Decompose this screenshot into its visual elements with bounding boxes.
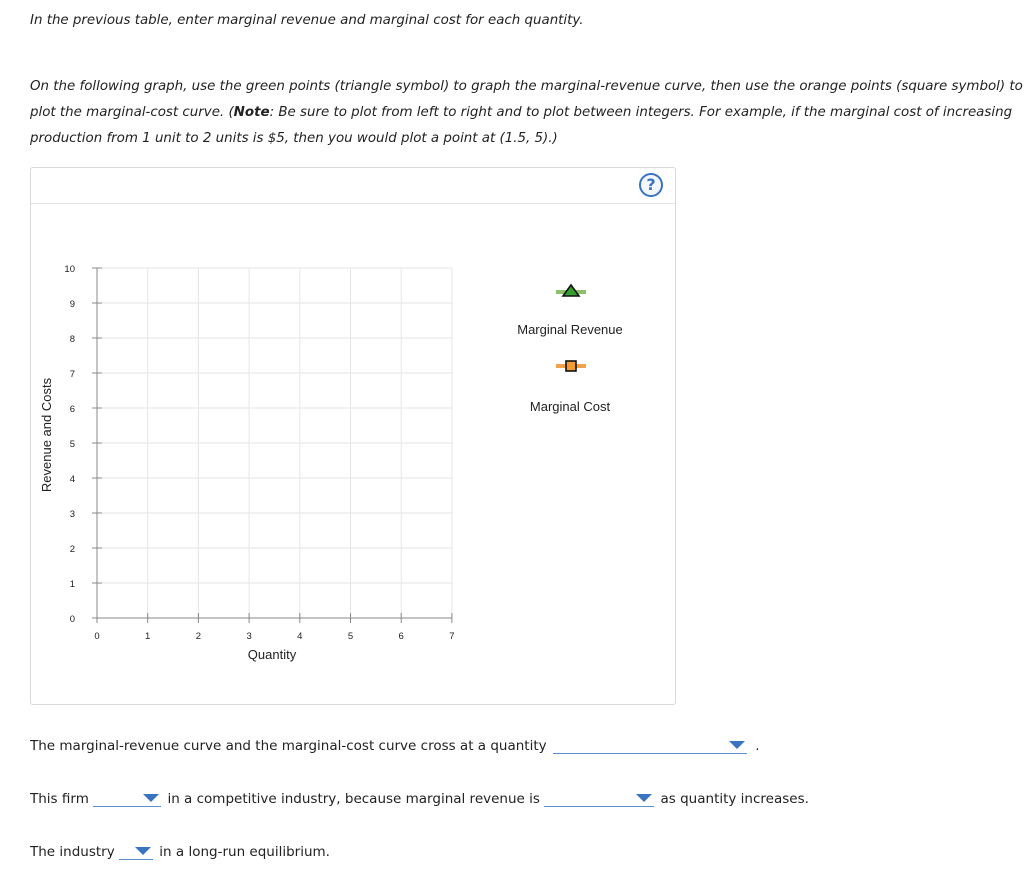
y-tick-label: 3: [69, 509, 75, 520]
square-icon[interactable]: [566, 361, 576, 371]
x-tick-label: 7: [449, 631, 455, 642]
question-industry: [30, 842, 330, 860]
legend-marginal-revenue[interactable]: [517, 285, 623, 337]
q2-pre: This firm: [30, 791, 89, 807]
help-icon[interactable]: ?: [639, 173, 663, 197]
axes: [92, 268, 452, 623]
x-tick-label: 5: [347, 631, 354, 642]
graph-plot[interactable]: [31, 168, 675, 704]
x-axis-label: Quantity: [247, 647, 297, 662]
y-tick-label: 4: [69, 474, 75, 485]
instruction-line-4: production from 1 unit to 2 units is $5, then you would plot a point at (1.5, 5).): [30, 131, 558, 146]
q1-text: The marginal-revenue curve and the marginal-cost curve cross at a quantity: [30, 738, 547, 754]
q2-post: as quantity increases.: [660, 791, 809, 807]
q3-pre: The industry: [30, 844, 115, 860]
chevron-down-icon: [143, 794, 159, 802]
instruction-line-1: In the previous table, enter marginal revenue and marginal cost for each quantity.: [30, 13, 584, 28]
x-tick-label: 0: [94, 631, 100, 642]
q1-period: .: [755, 738, 760, 754]
y-tick-label: 7: [69, 369, 75, 380]
y-tick-label: 6: [69, 404, 75, 415]
firm-dropdown[interactable]: [93, 789, 161, 807]
marginal-revenue-dropdown[interactable]: [544, 789, 654, 807]
note-label: Note: [233, 105, 270, 120]
question-firm: [30, 789, 809, 807]
x-tick-label: 3: [246, 631, 252, 642]
y-axis-label: Revenue and Costs: [39, 377, 54, 493]
industry-dropdown[interactable]: [119, 842, 153, 860]
graph-panel: [30, 167, 676, 705]
q2-mid: in a competitive industry, because marginal revenue is: [167, 791, 540, 807]
mc-legend-label: Marginal Cost: [529, 399, 611, 414]
y-tick-label: 0: [69, 614, 75, 625]
legend-marginal-cost[interactable]: [530, 361, 611, 414]
tick-labels: [64, 264, 454, 642]
y-tick-label: 9: [69, 299, 75, 310]
instruction-line-3: plot the marginal-cost curve. (Note: Be sure to plot from left to right and to plot between integers. For example, if the marginal cost of increasing: [30, 105, 1013, 120]
crossing-quantity-dropdown[interactable]: [553, 736, 747, 754]
x-tick-label: 1: [145, 631, 151, 642]
chevron-down-icon: [135, 847, 151, 855]
question-crossing: [30, 736, 760, 754]
y-tick-label: 1: [69, 579, 75, 590]
y-tick-label: 5: [69, 439, 75, 450]
chevron-down-icon: [636, 794, 652, 802]
instruction-line-2: On the following graph, use the green points (triangle symbol) to graph the marginal-revenue curve, then use the orange points (square symbol) to: [30, 79, 1023, 94]
mr-legend-label: Marginal Revenue: [517, 322, 623, 337]
y-tick-label: 10: [64, 264, 75, 275]
x-tick-label: 6: [398, 631, 404, 642]
q3-post: in a long-run equilibrium.: [159, 844, 330, 860]
x-tick-label: 2: [195, 631, 202, 642]
chevron-down-icon: [729, 741, 745, 749]
instruction-paragraph: [30, 74, 1023, 152]
y-tick-label: 2: [69, 544, 75, 555]
y-tick-label: 8: [69, 334, 75, 345]
x-tick-label: 4: [297, 631, 303, 642]
grid-lines: [97, 268, 452, 618]
